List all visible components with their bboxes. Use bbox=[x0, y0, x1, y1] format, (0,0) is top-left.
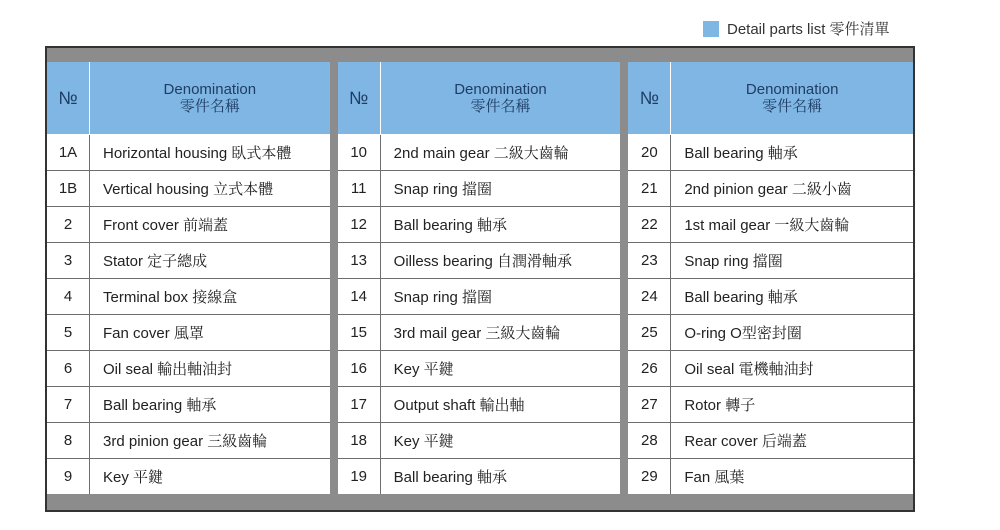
header-denomination bbox=[381, 62, 621, 134]
part-name: Ball bearing 軸承 bbox=[393, 469, 508, 486]
part-number: 15 bbox=[338, 315, 381, 350]
part-name: Key 平鍵 bbox=[393, 361, 454, 378]
part-name: Fan cover 風罩 bbox=[103, 325, 204, 342]
part-number: 25 bbox=[628, 315, 671, 350]
part-name: 1st mail gear 一級大齒輪 bbox=[684, 217, 850, 234]
part-name: Oilless bearing 自潤滑軸承 bbox=[393, 253, 573, 270]
part-number: 1A bbox=[47, 135, 90, 170]
part-number: 20 bbox=[628, 135, 671, 170]
header-denomination bbox=[90, 62, 330, 134]
table-row bbox=[628, 459, 913, 494]
part-number: 22 bbox=[628, 207, 671, 242]
table-row bbox=[47, 279, 330, 315]
table-row bbox=[338, 459, 621, 494]
part-name: Oil seal 輸出軸油封 bbox=[103, 361, 233, 378]
table-row bbox=[338, 243, 621, 279]
table-row bbox=[628, 315, 913, 351]
part-name: Ball bearing 軸承 bbox=[393, 217, 508, 234]
table-row bbox=[47, 207, 330, 243]
part-name: Front cover 前端蓋 bbox=[103, 217, 229, 234]
table-row bbox=[338, 387, 621, 423]
part-number: 18 bbox=[338, 423, 381, 458]
header-denomination-en: Denomination bbox=[745, 81, 839, 98]
legend-swatch bbox=[703, 21, 719, 37]
header-number: № bbox=[628, 62, 671, 134]
header-denomination-zh: 零件名稱 bbox=[470, 98, 531, 115]
part-number: 1B bbox=[47, 171, 90, 206]
part-number: 2 bbox=[47, 207, 90, 242]
table-header bbox=[628, 62, 913, 135]
table-row bbox=[47, 387, 330, 423]
part-number: 23 bbox=[628, 243, 671, 278]
header-denomination-zh: 零件名稱 bbox=[179, 98, 240, 115]
table-row bbox=[338, 315, 621, 351]
part-name: Ball bearing 軸承 bbox=[103, 397, 217, 414]
part-number: 26 bbox=[628, 351, 671, 386]
header-denomination bbox=[671, 62, 913, 134]
table-row bbox=[628, 243, 913, 279]
part-name: Terminal box 接線盒 bbox=[103, 289, 238, 306]
table-row bbox=[47, 351, 330, 387]
header-denomination-zh: 零件名稱 bbox=[762, 98, 823, 115]
part-number: 16 bbox=[338, 351, 381, 386]
part-number: 19 bbox=[338, 459, 381, 494]
part-name: Ball bearing 軸承 bbox=[684, 289, 798, 306]
table-row bbox=[338, 279, 621, 315]
parts-table-frame bbox=[45, 46, 915, 512]
parts-panels bbox=[47, 62, 913, 494]
part-name: 3rd mail gear 三級大齒輪 bbox=[393, 325, 561, 342]
part-name: Rotor 轉子 bbox=[684, 397, 756, 414]
table-row bbox=[338, 135, 621, 171]
part-number: 5 bbox=[47, 315, 90, 350]
part-name: Rear cover 后端蓋 bbox=[684, 433, 807, 450]
legend-label: Detail parts list 零件清單 bbox=[727, 21, 890, 38]
legend bbox=[703, 18, 890, 39]
part-number: 11 bbox=[338, 171, 381, 206]
part-number: 24 bbox=[628, 279, 671, 314]
part-number: 28 bbox=[628, 423, 671, 458]
header-number: № bbox=[338, 62, 381, 134]
part-name: O-ring O型密封圈 bbox=[684, 325, 802, 342]
part-number: 8 bbox=[47, 423, 90, 458]
frame-bottom-bar bbox=[47, 494, 913, 510]
part-number: 3 bbox=[47, 243, 90, 278]
part-name: Key 平鍵 bbox=[393, 433, 454, 450]
part-name: 2nd main gear 二級大齒輪 bbox=[393, 145, 569, 162]
part-number: 10 bbox=[338, 135, 381, 170]
parts-panel-3 bbox=[628, 62, 913, 494]
part-name: Vertical housing 立式本體 bbox=[103, 181, 274, 198]
table-row bbox=[47, 423, 330, 459]
table-row bbox=[338, 351, 621, 387]
part-number: 29 bbox=[628, 459, 671, 494]
table-row bbox=[47, 243, 330, 279]
table-row bbox=[628, 171, 913, 207]
part-number: 17 bbox=[338, 387, 381, 422]
table-row bbox=[47, 315, 330, 351]
table-body bbox=[628, 135, 913, 494]
part-name: Stator 定子總成 bbox=[103, 253, 208, 270]
part-name: Oil seal 電機軸油封 bbox=[684, 361, 814, 378]
table-body bbox=[338, 135, 621, 494]
table-row bbox=[628, 423, 913, 459]
parts-panel-2 bbox=[338, 62, 621, 494]
part-name: Snap ring 擋圈 bbox=[393, 181, 493, 198]
header-denomination-en: Denomination bbox=[163, 81, 257, 98]
table-row bbox=[338, 423, 621, 459]
part-name: Horizontal housing 臥式本體 bbox=[103, 145, 292, 162]
table-row bbox=[47, 459, 330, 494]
parts-panel-1 bbox=[47, 62, 330, 494]
table-header bbox=[47, 62, 330, 135]
part-name: Key 平鍵 bbox=[103, 469, 164, 486]
frame-top-bar bbox=[47, 48, 913, 62]
table-row bbox=[47, 171, 330, 207]
part-name: Snap ring 擋圈 bbox=[393, 289, 493, 306]
part-number: 9 bbox=[47, 459, 90, 494]
table-row bbox=[338, 171, 621, 207]
part-number: 21 bbox=[628, 171, 671, 206]
part-number: 7 bbox=[47, 387, 90, 422]
part-name: Ball bearing 軸承 bbox=[684, 145, 798, 162]
header-number: № bbox=[47, 62, 90, 134]
part-name: Snap ring 擋圈 bbox=[684, 253, 783, 270]
table-row bbox=[628, 135, 913, 171]
part-name: 2nd pinion gear 二級小齒 bbox=[684, 181, 852, 198]
part-number: 14 bbox=[338, 279, 381, 314]
table-row bbox=[628, 207, 913, 243]
part-number: 4 bbox=[47, 279, 90, 314]
part-number: 6 bbox=[47, 351, 90, 386]
table-row bbox=[628, 351, 913, 387]
part-name: Fan 風葉 bbox=[684, 469, 745, 486]
table-header bbox=[338, 62, 621, 135]
part-name: 3rd pinion gear 三級齒輪 bbox=[103, 433, 268, 450]
table-row bbox=[628, 387, 913, 423]
table-body bbox=[47, 135, 330, 494]
table-row bbox=[628, 279, 913, 315]
part-name: Output shaft 輸出軸 bbox=[393, 397, 525, 414]
table-row bbox=[47, 135, 330, 171]
part-number: 27 bbox=[628, 387, 671, 422]
part-number: 12 bbox=[338, 207, 381, 242]
part-number: 13 bbox=[338, 243, 381, 278]
table-row bbox=[338, 207, 621, 243]
header-denomination-en: Denomination bbox=[454, 81, 547, 98]
